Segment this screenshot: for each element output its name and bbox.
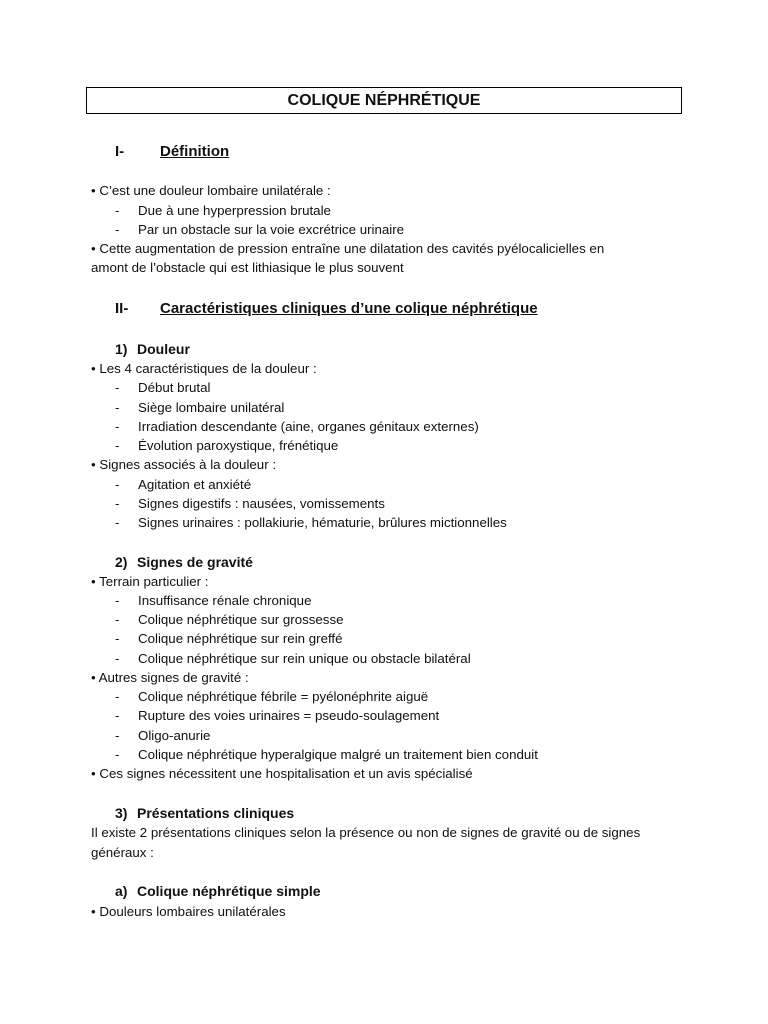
bullet-line: • Les 4 caractéristiques de la douleur : <box>91 361 317 376</box>
dash-marker: - <box>115 708 120 723</box>
subsection-title: Présentations cliniques <box>137 805 295 821</box>
dash-marker: - <box>115 747 120 762</box>
document-title: COLIQUE NÉPHRÉTIQUE <box>86 87 682 114</box>
list-item: Rupture des voies urinaires = pseudo-soulagement <box>138 708 440 723</box>
list-item: Insuffisance rénale chronique <box>138 593 312 608</box>
bullet-line: • Autres signes de gravité : <box>91 670 249 685</box>
list-item: Signes urinaires : pollakiurie, hématurie, brûlures mictionnelles <box>138 515 507 530</box>
section-number: II- <box>115 300 129 317</box>
bullet-line: • Ces signes nécessitent une hospitalisation et un avis spécialisé <box>91 766 473 781</box>
section-title: Définition <box>160 143 230 160</box>
bullet-line: • Douleurs lombaires unilatérales <box>91 904 286 919</box>
list-item: Signes digestifs : nausées, vomissements <box>138 496 385 511</box>
dash-marker: - <box>115 496 120 511</box>
dash-marker: - <box>115 631 120 646</box>
list-item: Par un obstacle sur la voie excrétrice urinaire <box>138 222 405 237</box>
dash-marker: - <box>115 380 120 395</box>
section-title: Caractéristiques cliniques d’une colique néphrétique <box>160 300 538 317</box>
dash-marker: - <box>115 728 120 743</box>
paragraph-line: amont de l’obstacle qui est lithiasique le plus souvent <box>91 260 404 275</box>
dash-marker: - <box>115 593 120 608</box>
dash-marker: - <box>115 400 120 415</box>
list-item: Colique néphrétique sur grossesse <box>138 612 344 627</box>
section-number: I- <box>115 143 125 160</box>
subsection-number: 2) <box>115 554 128 570</box>
bullet-line: • Cette augmentation de pression entraîne une dilatation des cavités pyélocalicielles en <box>91 241 605 256</box>
dash-marker: - <box>115 222 120 237</box>
list-item: Agitation et anxiété <box>138 477 252 492</box>
subsection-number: 3) <box>115 805 128 821</box>
list-item: Colique néphrétique fébrile = pyélonéphrite aiguë <box>138 689 429 704</box>
list-item: Colique néphrétique sur rein unique ou obstacle bilatéral <box>138 651 471 666</box>
bullet-line: • C’est une douleur lombaire unilatérale : <box>91 183 331 198</box>
dash-marker: - <box>115 438 120 453</box>
list-item: Début brutal <box>138 380 211 395</box>
list-item: Colique néphrétique hyperalgique malgré un traitement bien conduit <box>138 747 538 762</box>
dash-marker: - <box>115 203 120 218</box>
bullet-line: • Terrain particulier : <box>91 574 209 589</box>
dash-marker: - <box>115 651 120 666</box>
paragraph-line: Il existe 2 présentations cliniques selon la présence ou non de signes de gravité ou de signes <box>91 825 641 840</box>
dash-marker: - <box>115 515 120 530</box>
subsection-title: Douleur <box>137 341 190 357</box>
list-item: Siège lombaire unilatéral <box>138 400 285 415</box>
subsection-number: 1) <box>115 341 128 357</box>
list-item: Évolution paroxystique, frénétique <box>138 438 339 453</box>
list-item: Due à une hyperpression brutale <box>138 203 331 218</box>
dash-marker: - <box>115 477 120 492</box>
list-item: Colique néphrétique sur rein greffé <box>138 631 343 646</box>
paragraph-line: généraux : <box>91 845 154 860</box>
dash-marker: - <box>115 612 120 627</box>
dash-marker: - <box>115 419 120 434</box>
subsection-number: a) <box>115 883 128 899</box>
list-item: Oligo-anurie <box>138 728 211 743</box>
subsection-title: Signes de gravité <box>137 554 253 570</box>
subsection-title: Colique néphrétique simple <box>137 883 321 899</box>
dash-marker: - <box>115 689 120 704</box>
bullet-line: • Signes associés à la douleur : <box>91 457 277 472</box>
list-item: Irradiation descendante (aine, organes génitaux externes) <box>138 419 479 434</box>
